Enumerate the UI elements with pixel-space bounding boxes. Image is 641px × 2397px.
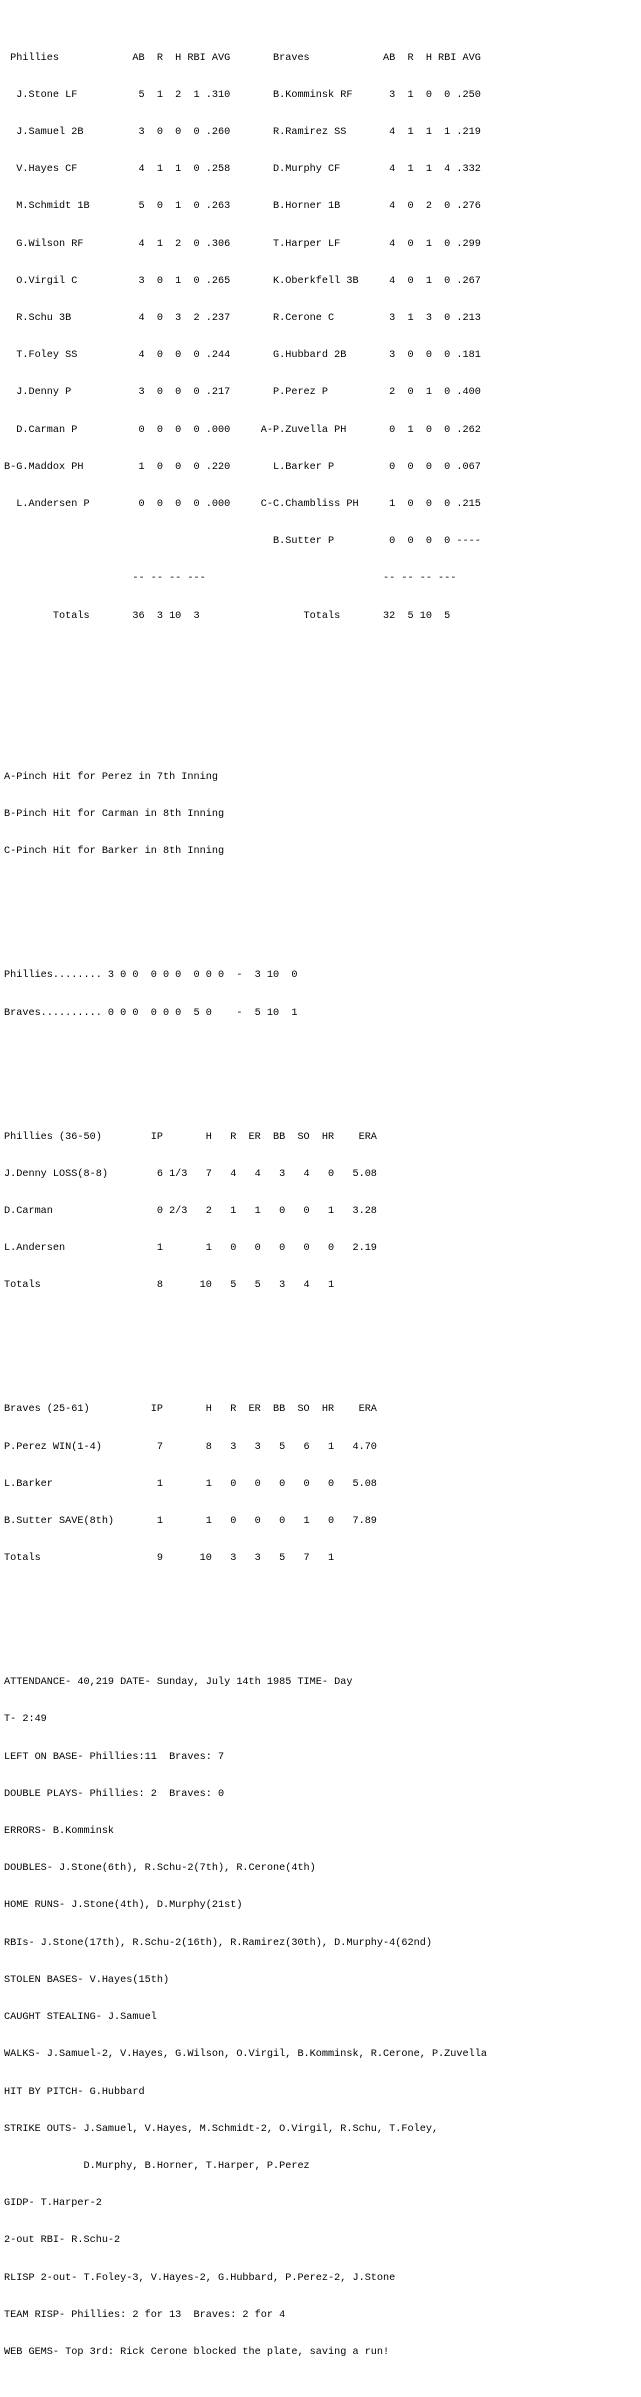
batting-divider-line: -- -- -- --- -- -- -- --- (4, 573, 457, 585)
blank-line (4, 673, 487, 685)
note-line: C-Pinch Hit for Barker in 8th Inning (4, 846, 225, 858)
two-out-rbi-line: 2-out RBI- R.Schu-2 (4, 2235, 121, 2247)
pitching-header-line: Phillies (36-50) IP H R ER BB SO HR ERA (4, 1131, 377, 1143)
hit-by-pitch-line: HIT BY PITCH- G.Hubbard (4, 2086, 145, 2098)
errors-line: ERRORS- B.Komminsk (4, 1826, 115, 1838)
note-line: A-Pinch Hit for Perez in 7th Inning (4, 771, 218, 783)
blank-line (4, 1070, 487, 1082)
game-time-line: T- 2:49 (4, 1714, 47, 1726)
phillies-pitching-table (4, 1107, 487, 1318)
batting-line: M.Schmidt 1B 5 0 1 0 .263 B.Horner 1B 4 0 2 0 .276 (4, 201, 481, 213)
blank-line (4, 908, 487, 920)
web-gems-line: WEB GEMS- Top 3rd: Rick Cerone blocked the plate, saving a run! (4, 2346, 390, 2358)
attendance-line: ATTENDANCE- 40,219 DATE- Sunday, July 14th 1985 TIME- Day (4, 1677, 353, 1689)
batting-line: J.Stone LF 5 1 2 1 .310 B.Komminsk RF 3 1 0 0 .250 (4, 89, 481, 101)
batting-line: B-G.Maddox PH 1 0 0 0 .220 L.Barker P 0 0 0 0 .067 (4, 461, 481, 473)
left-on-base-line: LEFT ON BASE- Phillies:11 Braves: 7 (4, 1751, 225, 1763)
batting-line: V.Hayes CF 4 1 1 0 .258 D.Murphy CF 4 1 1 4 .332 (4, 164, 481, 176)
doubles-line: DOUBLES- J.Stone(6th), R.Schu-2(7th), R.Cerone(4th) (4, 1863, 316, 1875)
batting-line: O.Virgil C 3 0 1 0 .265 K.Oberkfell 3B 4 0 1 0 .267 (4, 275, 481, 287)
pitching-line: L.Barker 1 1 0 0 0 0 0 5.08 (4, 1478, 377, 1490)
batting-line: T.Foley SS 4 0 0 0 .244 G.Hubbard 2B 3 0 0 0 .181 (4, 350, 481, 362)
strike-outs-continued-line: D.Murphy, B.Horner, T.Harper, P.Perez (4, 2160, 310, 2172)
rbis-line: RBIs- J.Stone(17th), R.Schu-2(16th), R.Ramirez(30th), D.Murphy-4(62nd) (4, 1937, 432, 1949)
blank-line (4, 1342, 487, 1354)
caught-stealing-line: CAUGHT STEALING- J.Samuel (4, 2012, 157, 2024)
note-line: B-Pinch Hit for Carman in 8th Inning (4, 809, 225, 821)
batting-totals-line: Totals 36 3 10 3 Totals 32 5 10 5 (4, 610, 451, 622)
box-score-document (4, 3, 487, 2397)
blank-line (4, 1615, 487, 1627)
linescore-line: Phillies........ 3 0 0 0 0 0 0 0 0 - 3 10 0 (4, 970, 298, 982)
batting-line: D.Carman P 0 0 0 0 .000 A-P.Zuvella PH 0 1 0 0 .262 (4, 424, 481, 436)
pitching-totals-line: Totals 8 10 5 5 3 4 1 (4, 1280, 335, 1292)
stolen-bases-line: STOLEN BASES- V.Hayes(15th) (4, 1974, 170, 1986)
game-info (4, 1652, 487, 2384)
gidp-line: GIDP- T.Harper-2 (4, 2198, 102, 2210)
pitching-line: B.Sutter SAVE(8th) 1 1 0 0 0 1 0 7.89 (4, 1516, 377, 1528)
strike-outs-line: STRIKE OUTS- J.Samuel, V.Hayes, M.Schmidt-2, O.Virgil, R.Schu, T.Foley, (4, 2123, 439, 2135)
pinch-hit-notes (4, 747, 487, 883)
rlisp-line: RLISP 2-out- T.Foley-3, V.Hayes-2, G.Hubbard, P.Perez-2, J.Stone (4, 2272, 396, 2284)
batting-section (4, 28, 487, 648)
batting-line: J.Denny P 3 0 0 0 .217 P.Perez P 2 0 1 0 .400 (4, 387, 481, 399)
batting-header-line: Phillies AB R H RBI AVG Braves AB R H RBI AVG (4, 52, 481, 64)
pitching-line: J.Denny LOSS(8-8) 6 1/3 7 4 4 3 4 0 5.08 (4, 1168, 377, 1180)
pitching-header-line: Braves (25-61) IP H R ER BB SO HR ERA (4, 1404, 377, 1416)
batting-line: B.Sutter P 0 0 0 0 ---- (4, 536, 481, 548)
braves-pitching-table (4, 1380, 487, 1591)
batting-line: L.Andersen P 0 0 0 0 .000 C-C.Chambliss PH 1 0 0 0 .215 (4, 499, 481, 511)
pitching-totals-line: Totals 9 10 3 3 5 7 1 (4, 1553, 335, 1565)
batting-line: G.Wilson RF 4 1 2 0 .306 T.Harper LF 4 0 1 0 .299 (4, 238, 481, 250)
pitching-line: D.Carman 0 2/3 2 1 1 0 0 1 3.28 (4, 1205, 377, 1217)
batting-line: R.Schu 3B 4 0 3 2 .237 R.Cerone C 3 1 3 0 .213 (4, 313, 481, 325)
linescore-line: Braves.......... 0 0 0 0 0 0 5 0 - 5 10 1 (4, 1007, 298, 1019)
pitching-line: P.Perez WIN(1-4) 7 8 3 3 5 6 1 4.70 (4, 1441, 377, 1453)
blank-line (4, 710, 487, 722)
double-plays-line: DOUBLE PLAYS- Phillies: 2 Braves: 0 (4, 1788, 225, 1800)
pitching-line: L.Andersen 1 1 0 0 0 0 0 2.19 (4, 1243, 377, 1255)
batting-line: J.Samuel 2B 3 0 0 0 .260 R.Ramirez SS 4 1 1 1 .219 (4, 127, 481, 139)
walks-line: WALKS- J.Samuel-2, V.Hayes, G.Wilson, O.Virgil, B.Komminsk, R.Cerone, P.Zuvella (4, 2049, 487, 2061)
linescore (4, 946, 487, 1045)
team-risp-line: TEAM RISP- Phillies: 2 for 13 Braves: 2 for 4 (4, 2309, 286, 2321)
home-runs-line: HOME RUNS- J.Stone(4th), D.Murphy(21st) (4, 1900, 243, 1912)
